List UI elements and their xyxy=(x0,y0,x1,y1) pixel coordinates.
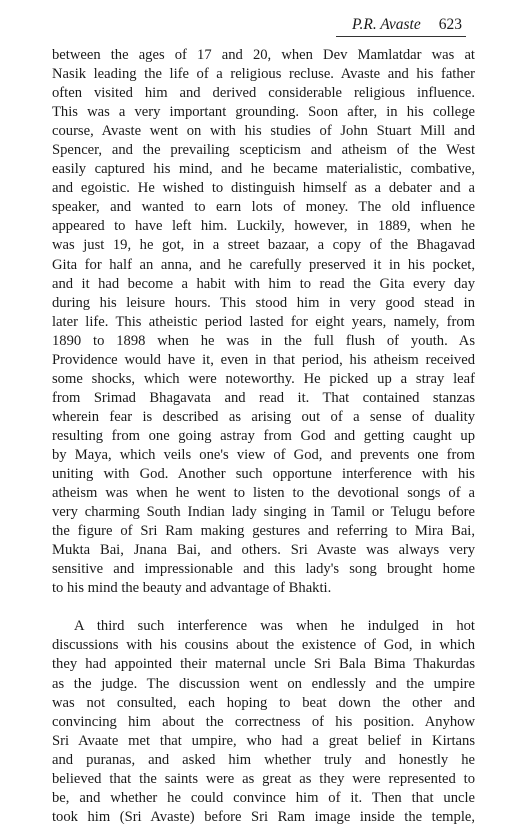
text-line: the figure of Sri Ram making gestures and referring to Mira Bai, xyxy=(52,523,475,540)
text-line: during his leisure hours. This stood him in very good stead in xyxy=(52,294,475,311)
text-line: Providence would have it, even in that period, his atheism received xyxy=(52,351,475,368)
text-line: and it had become a habit with him to read the Gita every day xyxy=(52,275,475,292)
text-line: easily captured his mind, and he became materialistic, combative, xyxy=(52,161,475,178)
text-line: 1890 to 1898 when he was in the full flush of youth. As xyxy=(52,332,475,349)
text-line: wherein fear is described as arising out of a sense of duality xyxy=(52,408,475,425)
text-line: they had appointed their maternal uncle Sri Bala Bima Thakurdas xyxy=(52,656,475,673)
page-number: 623 xyxy=(438,16,462,33)
text-line: discussions with his cousins about the existence of God, in which xyxy=(52,637,475,654)
text-line: atheism was when he went to listen to the devotional songs of a xyxy=(52,485,475,502)
running-header xyxy=(352,16,462,34)
text-line: took him (Sri Avaste) before Sri Ram image inside the temple, xyxy=(52,808,475,825)
text-line: later life. This atheistic period lasted for eight years, namely, from xyxy=(52,313,475,330)
paragraph-2 xyxy=(52,617,475,827)
text-line: between the ages of 17 and 20, when Dev Mamlatdar was at xyxy=(52,47,475,63)
text-line: and puranas, and asked him whether truly and honestly he xyxy=(52,751,475,768)
text-line: be, and whether he could convince him of it. Then that uncle xyxy=(52,789,475,806)
text-line: and egoistic. He wished to distinguish himself as a debater and a xyxy=(52,180,475,197)
text-line: as the judge. The discussion went on endlessly and the umpire xyxy=(52,675,475,692)
text-line: sensitive and impressionable and this lady's song brought home xyxy=(52,561,475,578)
body-text xyxy=(52,46,475,827)
text-line: Spencer, and the prevailing scepticism and atheism of the West xyxy=(52,142,475,159)
text-line: by Maya, which veils one's view of God, and prevents one from xyxy=(52,446,475,463)
text-line: resulting from one going astray from God and getting caught up xyxy=(52,427,475,444)
text-line: appeared to have left him. Luckily, however, in 1889, when he xyxy=(52,218,475,235)
running-head-author: P.R. Avaste xyxy=(352,16,421,33)
paragraph-1 xyxy=(52,46,475,598)
text-line: some shocks, which were noteworthy. He picked up a stray leaf xyxy=(52,370,475,387)
text-line: A third such interference was when he indulged in hot xyxy=(74,618,475,635)
text-line: very charming South Indian lady singing in Tamil or Telugu before xyxy=(52,504,475,521)
header-rule xyxy=(336,36,466,37)
text-line: from Srimad Bhagavata and read it. That contained stanzas xyxy=(52,389,475,406)
text-line: speaker, and wanted to earn lots of money. The old influence xyxy=(52,199,475,216)
text-line: was just 19, he got, in a street bazaar, a copy of the Bhagavad xyxy=(52,237,475,254)
text-line: Gita for half an anna, and he carefully preserved it in his pocket, xyxy=(52,256,475,273)
text-line: convincing him about the correctness of his position. Anyhow xyxy=(52,713,475,730)
text-line: Sri Avaate met that umpire, who had a great belief in Kirtans xyxy=(52,732,475,749)
text-line: uniting with God. Another such opportune interference with his xyxy=(52,466,475,483)
text-line: This was a very important grounding. Soon after, in his college xyxy=(52,104,475,121)
text-line: to his mind the beauty and advantage of Bhakti. xyxy=(52,580,332,597)
text-line: Nasik leading the life of a religious recluse. Avaste and his father xyxy=(52,66,475,83)
text-line: course, Avaste went on with his studies of John Stuart Mill and xyxy=(52,123,475,140)
text-line: Mukta Bai, Jnana Bai, and others. Sri Avaste was always very xyxy=(52,542,475,559)
text-line: was not consulted, each hoping to beat down the other and xyxy=(52,694,475,711)
paragraph-gap xyxy=(52,598,475,617)
text-line: believed that the saints were as great as they were represented to xyxy=(52,770,475,787)
text-line: often visited him and derived considerable religious influence. xyxy=(52,85,475,102)
